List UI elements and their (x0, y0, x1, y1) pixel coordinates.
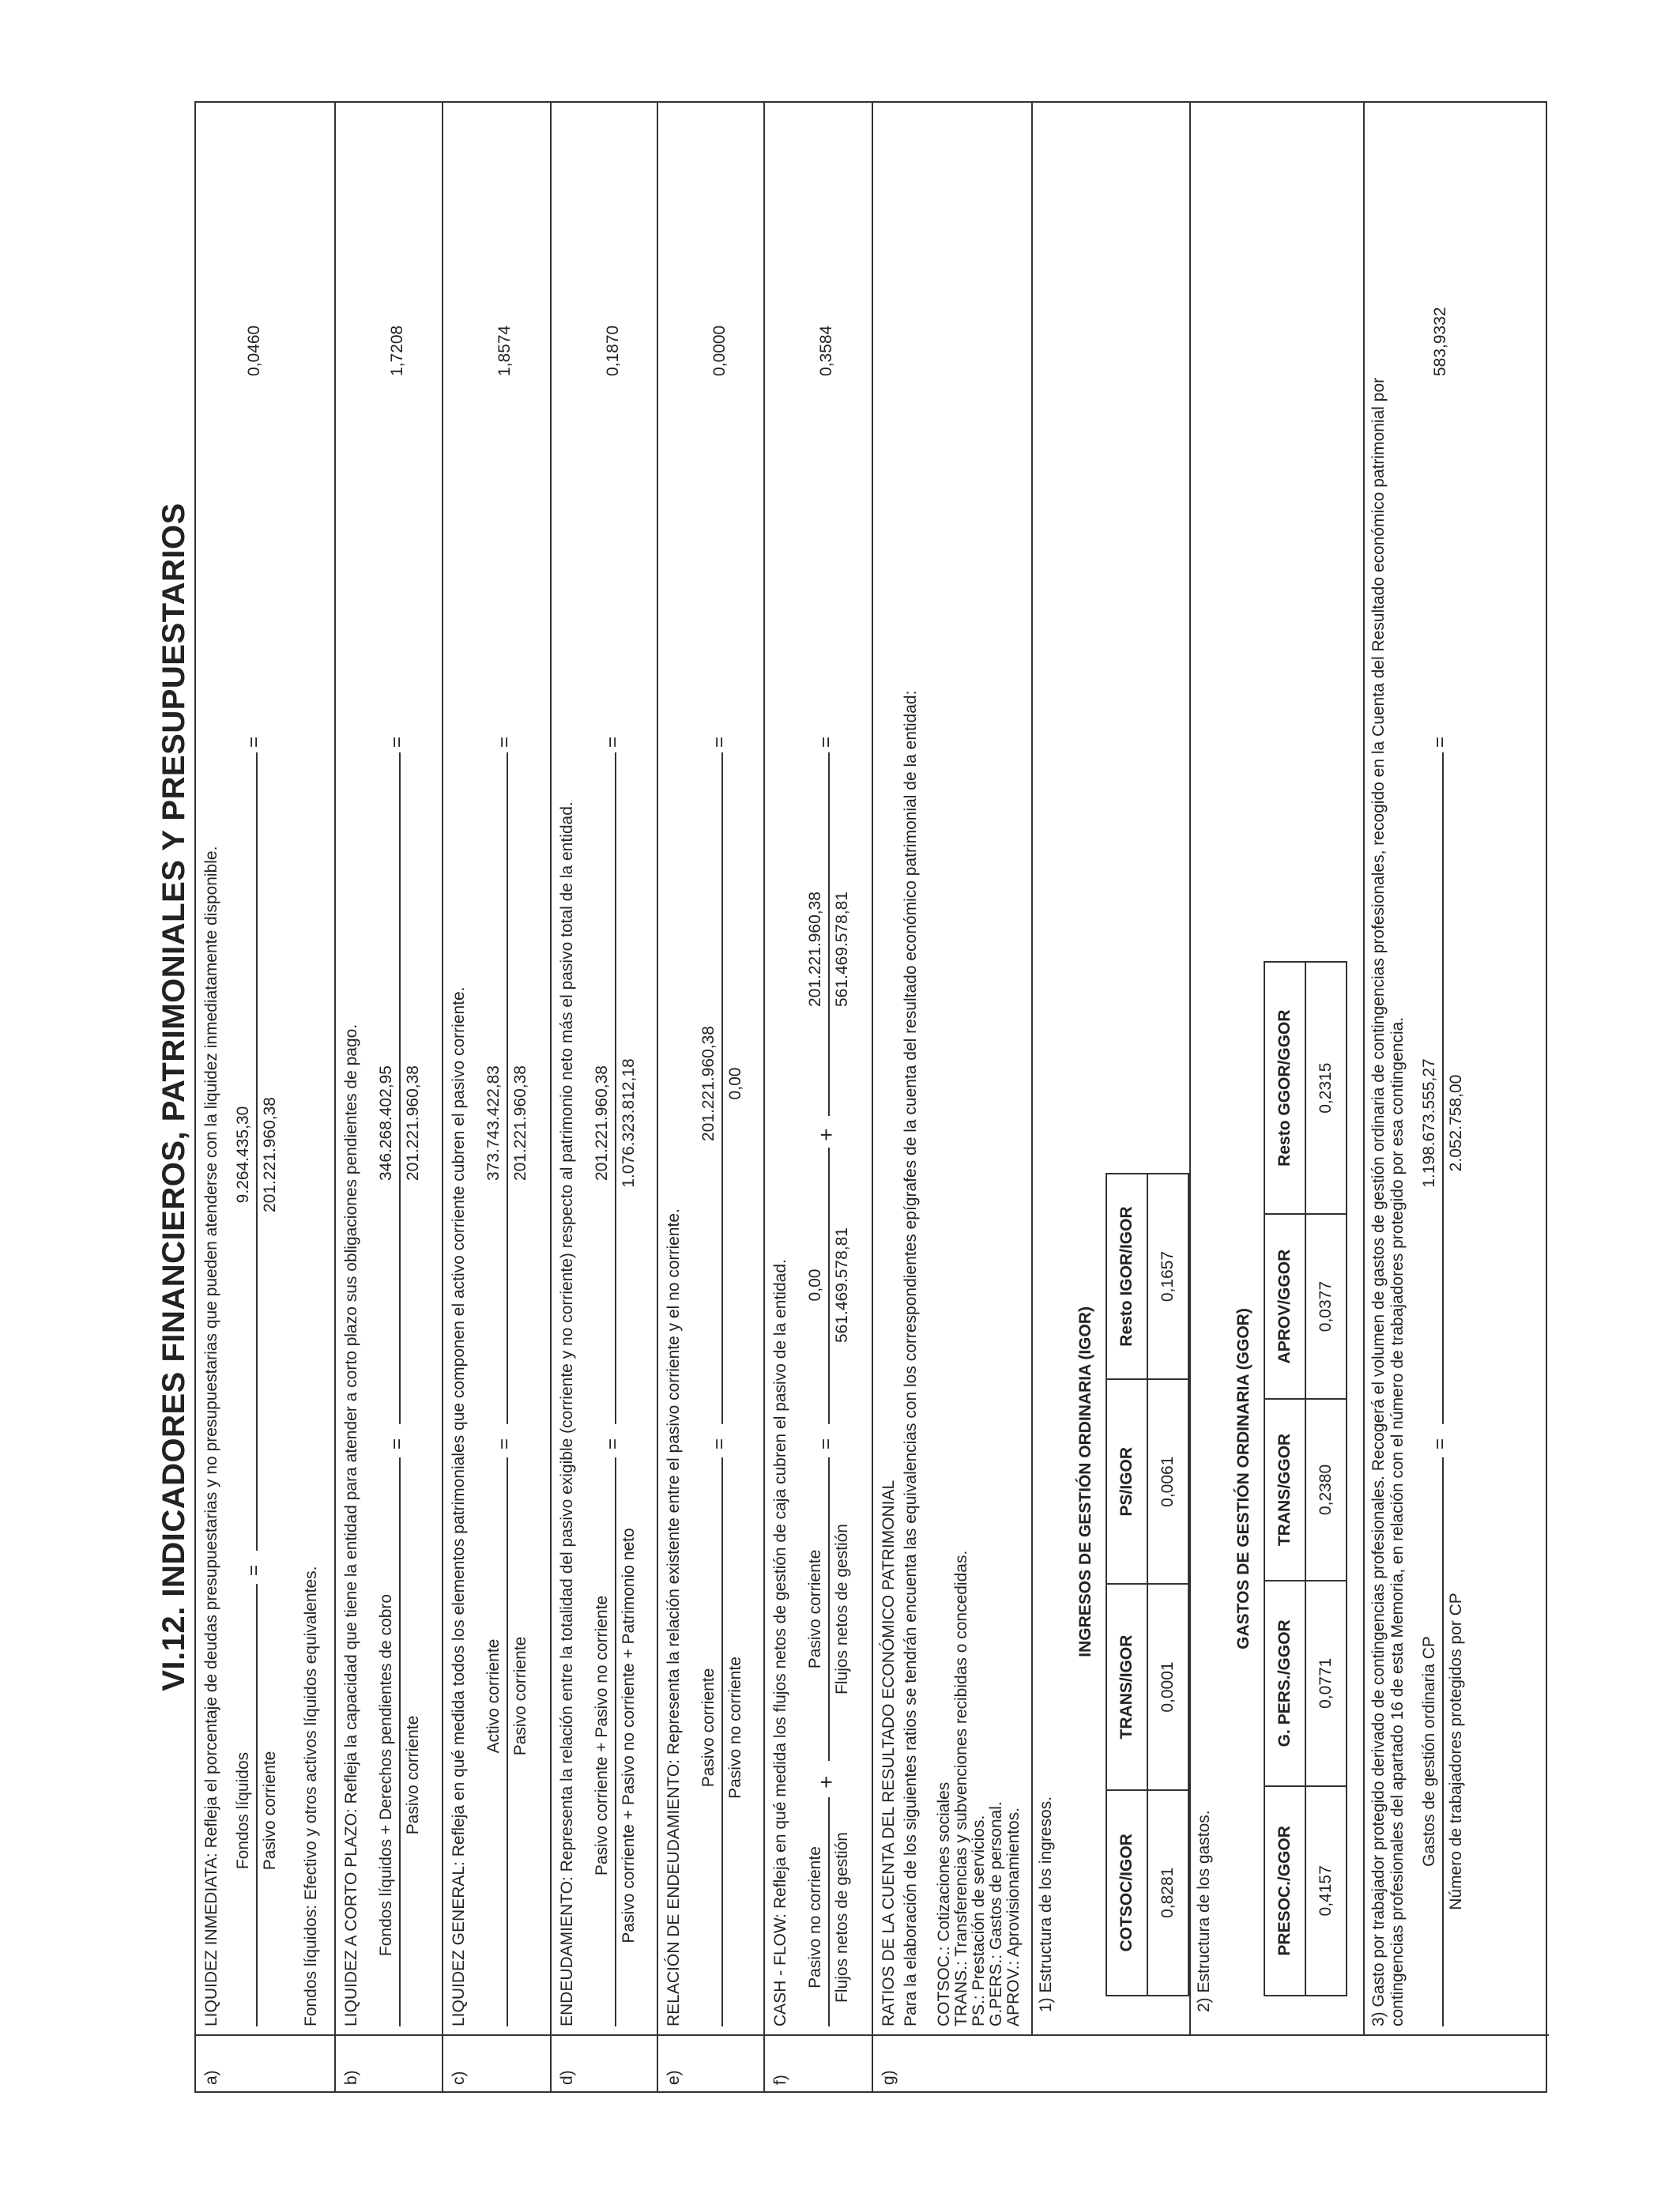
legend-item: PS.: Prestación de servicios. (970, 1815, 988, 2026)
fraction-line (1442, 752, 1444, 1424)
divider (1189, 103, 1191, 2036)
denominator-label: Pasivo no corriente (726, 1657, 744, 1799)
numerator-value: 9.264.435,30 (234, 1106, 252, 1204)
ingresos-value: 0,0001 (1147, 1584, 1188, 1789)
gastos-header: APROV/GGOR (1264, 1214, 1305, 1399)
gastos-label: 2) Estructura de los gastos. (1195, 1810, 1213, 2012)
numerator-value: 201.221.960,38 (593, 1065, 611, 1181)
divider (873, 2034, 1549, 2036)
section-description: LIQUIDEZ GENERAL: Refleja en qué medida todos los elementos patrimoniales que componen el activo corriente cubren el pasivo corriente. (450, 986, 468, 2026)
denominator-value: 561.469.578,81 (833, 892, 851, 1007)
section-description: ENDEUDAMIENTO: Representa la relación entre la totalidad del pasivo exigible (corriente y no corriente) respecto al patrimonio neto más el pasivo total de la entidad. (558, 801, 576, 2026)
equals-sign: = (816, 736, 837, 748)
section-c (442, 103, 550, 2091)
denominator-value: 561.469.578,81 (833, 1227, 851, 1343)
numerator-label: Fondos líquidos (234, 1751, 252, 1870)
section-f (763, 103, 872, 2091)
fraction-line (721, 752, 723, 1424)
denominator-label: Número de trabajadores protegidos por CP (1447, 1593, 1465, 1910)
section-description: LIQUIDEZ INMEDIATA: Refleja el porcentaje de deudas presupuestarias y no presupuestarias que pueden atenderse con la liquidez inmediatamente disponible. (202, 846, 220, 2026)
legend-item: APROV.: Aprovisionamientos. (1004, 1807, 1023, 2026)
gastos-value: 0,2315 (1305, 962, 1347, 1214)
fraction-line (828, 1797, 830, 2026)
ingresos-value: 0,0061 (1147, 1379, 1188, 1585)
cp-description: 3) Gasto por trabajador protegido derivado de contingencias profesionales. Recogerá el volumen de gastos de gestión ordinaria de contingencias profesionales, recogido en la Cuenta del Resultado económico patrimonial por (1369, 377, 1388, 2026)
fraction-line (615, 1457, 616, 2026)
numerator-value: 373.743.422,83 (484, 1065, 503, 1181)
fraction-line (507, 1457, 508, 2026)
result-value: 583,9332 (1431, 307, 1449, 376)
section-title: RATIOS DE LA CUENTA DEL RESULTADO ECONÓMICO PATRIMONIAL (880, 1480, 898, 2026)
numerator-label: Pasivo corriente + Pasivo no corriente (593, 1595, 611, 1876)
section-a (196, 103, 334, 2091)
gastos-value: 0,0771 (1305, 1581, 1347, 1786)
denominator-value: 2.052.758,00 (1447, 1074, 1465, 1172)
fraction-line (256, 1584, 258, 2026)
legend-item: G.PERS.: Gastos de personal. (987, 1801, 1005, 2026)
section-letter: b) (342, 2070, 360, 2085)
gastos-value: 0,4157 (1305, 1786, 1347, 1996)
equals-sign: = (1430, 1438, 1451, 1449)
gastos-header: Resto GGOR/GGOR (1264, 962, 1305, 1214)
divider (196, 2034, 334, 2036)
section-description: LIQUIDEZ A CORTO PLAZO: Refleja la capacidad que tiene la entidad para atender a corto plazo sus obligaciones pendientes de pago. (342, 1023, 360, 2026)
ingresos-caption: INGRESOS DE GESTIÓN ORDINARIA (IGOR) (1066, 1174, 1106, 1790)
fraction-line (828, 1457, 830, 1761)
section-letter: c) (450, 2071, 468, 2085)
divider (336, 2034, 442, 2036)
ingresos-header: PS/IGOR (1106, 1379, 1147, 1585)
result-value: 0,0000 (710, 325, 729, 376)
section-b (334, 103, 442, 2091)
numerator-label: Activo corriente (484, 1638, 503, 1754)
legend-item: COTSOC.: Cotizaciones sociales (935, 1781, 953, 2026)
gastos-value: 0,2380 (1305, 1399, 1347, 1581)
section-letter: d) (558, 2070, 576, 2085)
page-title: VI.12. INDICADORES FINANCIEROS, PATRIMONIALES Y PRESUPUESTARIOS (156, 503, 191, 1691)
numerator-label: Gastos de gestión ordinaria CP (1420, 1636, 1438, 1867)
ingresos-value: 0,1657 (1147, 1174, 1188, 1379)
fraction-line (721, 1457, 723, 2026)
section-d (550, 103, 657, 2091)
equals-sign: = (243, 1564, 265, 1576)
denominator-label: Pasivo corriente (261, 1751, 279, 1871)
section-letter: g) (880, 2070, 898, 2085)
result-value: 1,7208 (388, 325, 406, 376)
section-letter: a) (202, 2070, 220, 2085)
section-letter: f) (771, 2075, 789, 2085)
equals-sign: = (709, 1438, 730, 1449)
divider (443, 2034, 550, 2036)
denominator-label: Pasivo corriente + Pasivo no corriente + Patrimonio neto (620, 1528, 638, 1943)
ingresos-header: TRANS/IGOR (1106, 1584, 1147, 1789)
section-g (872, 103, 1549, 2091)
equals-sign: = (1430, 736, 1451, 748)
cp-description: contingencias profesionales del apartado 16 de esta Memoria, en relación con el número de trabajadores protegido por esa contingencia. (1388, 1016, 1407, 2026)
fraction-line (256, 752, 258, 1551)
section-intro: Para la elaboración de los siguientes ratios se tendrán encuenta las equivalencias con los correspondientes epígrafes de la cuenta del resultado económico patrimonial de la entidad: (902, 690, 920, 2026)
result-value: 1,8574 (495, 325, 514, 376)
denominator-value: 1.076.323.812,18 (620, 1058, 638, 1188)
section-description: RELACIÓN DE ENDEUDAMIENTO: Representa la relación existente entre el pasivo corriente y el no corriente. (665, 1208, 683, 2026)
equals-sign: = (386, 736, 408, 748)
ingresos-header: Resto IGOR/IGOR (1106, 1174, 1147, 1379)
divider (1363, 103, 1365, 2036)
plus-sign: + (814, 1128, 838, 1141)
section-note: Fondos líquidos: Efectivo y otros activos líquidos equivalentes. (302, 1566, 320, 2026)
denominator-value: 201.221.960,38 (511, 1065, 529, 1181)
equals-sign: = (494, 1438, 515, 1449)
fraction-line (615, 752, 616, 1424)
numerator-label: Fondos líquidos + Derechos pendientes de cobro (377, 1593, 395, 1957)
fraction-line (507, 752, 508, 1424)
section-e (657, 103, 763, 2091)
gastos-header: TRANS/GGOR (1264, 1399, 1305, 1581)
denominator-label: Pasivo corriente (511, 1636, 529, 1756)
numerator-label: Pasivo no corriente (806, 1846, 824, 1989)
divider (1031, 103, 1033, 2036)
result-value: 0,1870 (604, 325, 622, 376)
denominator-label: Flujos netos de gestión (833, 1524, 851, 1695)
fraction-line (1442, 1457, 1444, 2026)
fraction-line (828, 752, 830, 1116)
numerator-value: 1.198.673.555,27 (1420, 1058, 1438, 1188)
denominator-value: 201.221.960,38 (261, 1097, 279, 1212)
denominator-label: Flujos netos de gestión (833, 1832, 851, 2003)
gastos-caption: GASTOS DE GESTIÓN ORDINARIA (GGOR) (1224, 962, 1264, 1996)
section-letter: e) (665, 2070, 683, 2085)
ingresos-label: 1) Estructura de los ingresos. (1037, 1796, 1055, 2012)
ingresos-value: 0,8281 (1147, 1790, 1188, 1996)
gastos-table (1224, 961, 1347, 1996)
denominator-value: 0,00 (726, 1067, 744, 1100)
equals-sign: = (243, 736, 265, 748)
numerator-value: 201.221.960,38 (699, 1026, 718, 1141)
numerator-value: 346.268.402,95 (377, 1065, 395, 1181)
result-value: 0,0460 (245, 325, 263, 376)
numerator-label: Pasivo corriente (806, 1549, 824, 1669)
denominator-value: 201.221.960,38 (404, 1065, 422, 1181)
fraction-line (828, 1148, 830, 1424)
divider (552, 2034, 657, 2036)
gastos-header: PRESOC./GGOR (1264, 1786, 1305, 1996)
plus-sign: + (814, 1775, 838, 1789)
denominator-label: Pasivo corriente (404, 1715, 422, 1835)
divider (658, 2034, 763, 2036)
fraction-line (399, 1457, 401, 2026)
numerator-label: Pasivo corriente (699, 1668, 718, 1788)
equals-sign: = (494, 736, 515, 748)
numerator-value: 0,00 (806, 1269, 824, 1302)
equals-sign: = (816, 1438, 837, 1449)
ingresos-header: COTSOC/IGOR (1106, 1790, 1147, 1996)
section-description: CASH - FLOW: Refleja en qué medida los flujos netos de gestión de caja cubren el pasivo de la entidad. (771, 1259, 789, 2026)
legend-item: TRANS.: Transferencias y subvenciones recibidas o concedidas. (952, 1550, 970, 2026)
indicators-box (194, 101, 1547, 2093)
equals-sign: = (602, 1438, 623, 1449)
ingresos-table (1066, 961, 1189, 1996)
equals-sign: = (602, 736, 623, 748)
gastos-value: 0,0377 (1305, 1214, 1347, 1399)
divider (765, 2034, 872, 2036)
result-value: 0,3584 (817, 325, 835, 376)
gastos-header: G. PERS./GGOR (1264, 1581, 1305, 1786)
fraction-line (399, 752, 401, 1424)
equals-sign: = (386, 1438, 408, 1449)
equals-sign: = (709, 736, 730, 748)
numerator-value: 201.221.960,38 (806, 892, 824, 1007)
